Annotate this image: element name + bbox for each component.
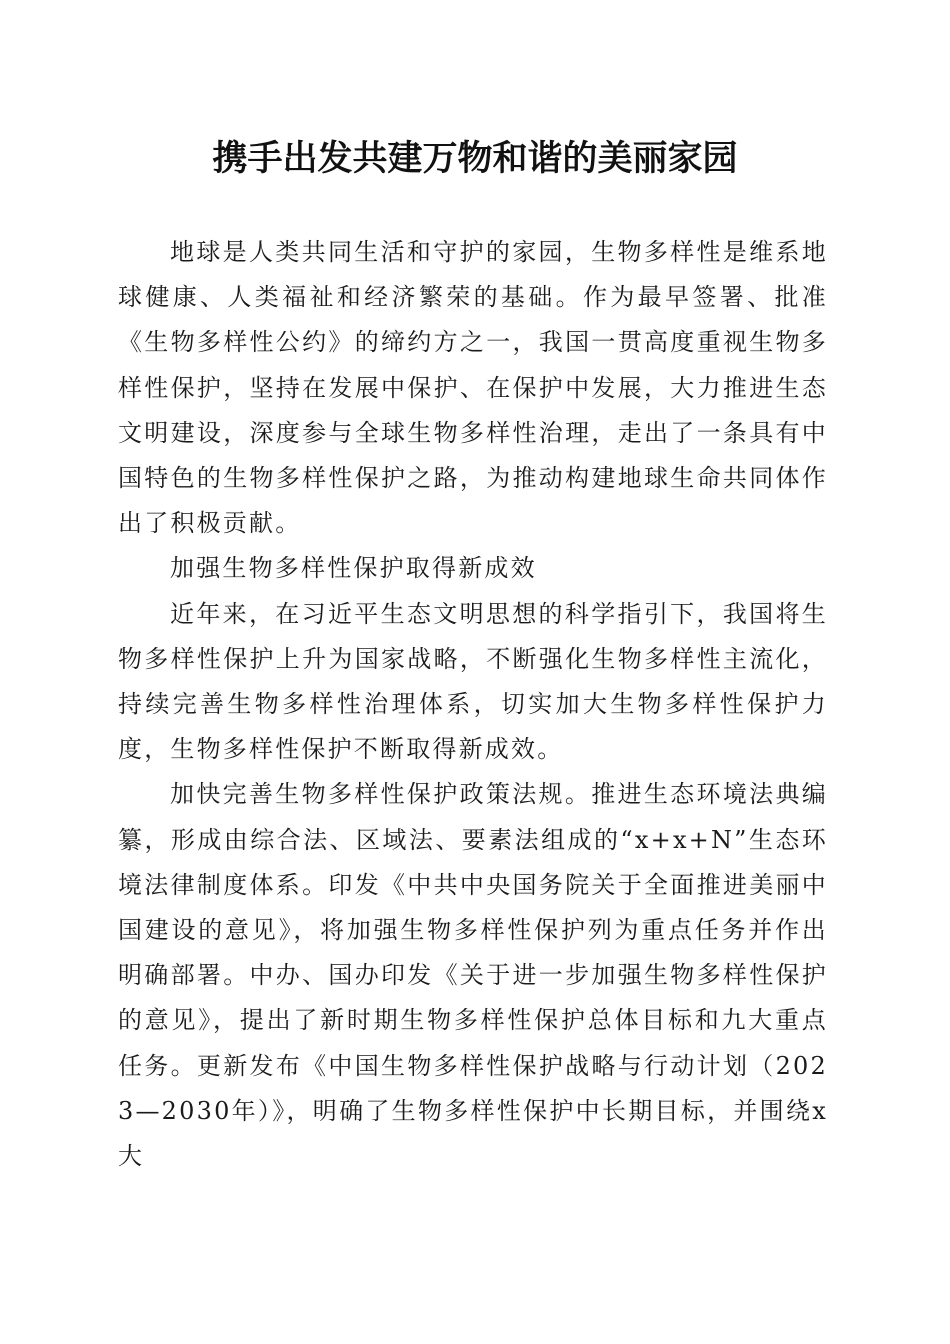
document-body	[118, 230, 828, 1179]
section-heading: 加强生物多样性保护取得新成效	[170, 554, 537, 583]
paragraph-intro: 地球是人类共同生活和守护的家园，生物多样性是维系地球健康、人类福祉和经济繁荣的基础。作为最早签署、批准《生物多样性公约》的缔约方之一，我国一贯高度重视生物多样性保护，坚持在发展中保护、在保护中发展，大力推进生态文明建设，深度参与全球生物多样性治理，走出了一条具有中国特色的生物多样性保护之路，为推动构建地球生命共同体作出了积极贡献。	[118, 238, 828, 538]
document-title: 携手出发共建万物和谐的美丽家园	[212, 138, 738, 179]
paragraph-policy: 加快完善生物多样性保护政策法规。推进生态环境法典编纂，形成由综合法、区域法、要素法组成的“x+x+N”生态环境法律制度体系。印发《中共中央国务院关于全面推进美丽中国建设的意见》，将加强生物多样性保护列为重点任务并作出明确部署。中办、国办印发《关于进一步加强生物多样性保护的意见》，提出了新时期生物多样性保护总体目标和九大重点任务。更新发布《中国生物多样性保护战略与行动计划（2023—2030年）》，明确了生物多样性保护中长期目标，并围绕x大	[118, 780, 828, 1171]
paragraph-achievements: 近年来，在习近平生态文明思想的科学指引下，我国将生物多样性保护上升为国家战略，不断强化生物多样性主流化，持续完善生物多样性治理体系，切实加大生物多样性保护力度，生物多样性保护不断取得新成效。	[118, 599, 828, 764]
